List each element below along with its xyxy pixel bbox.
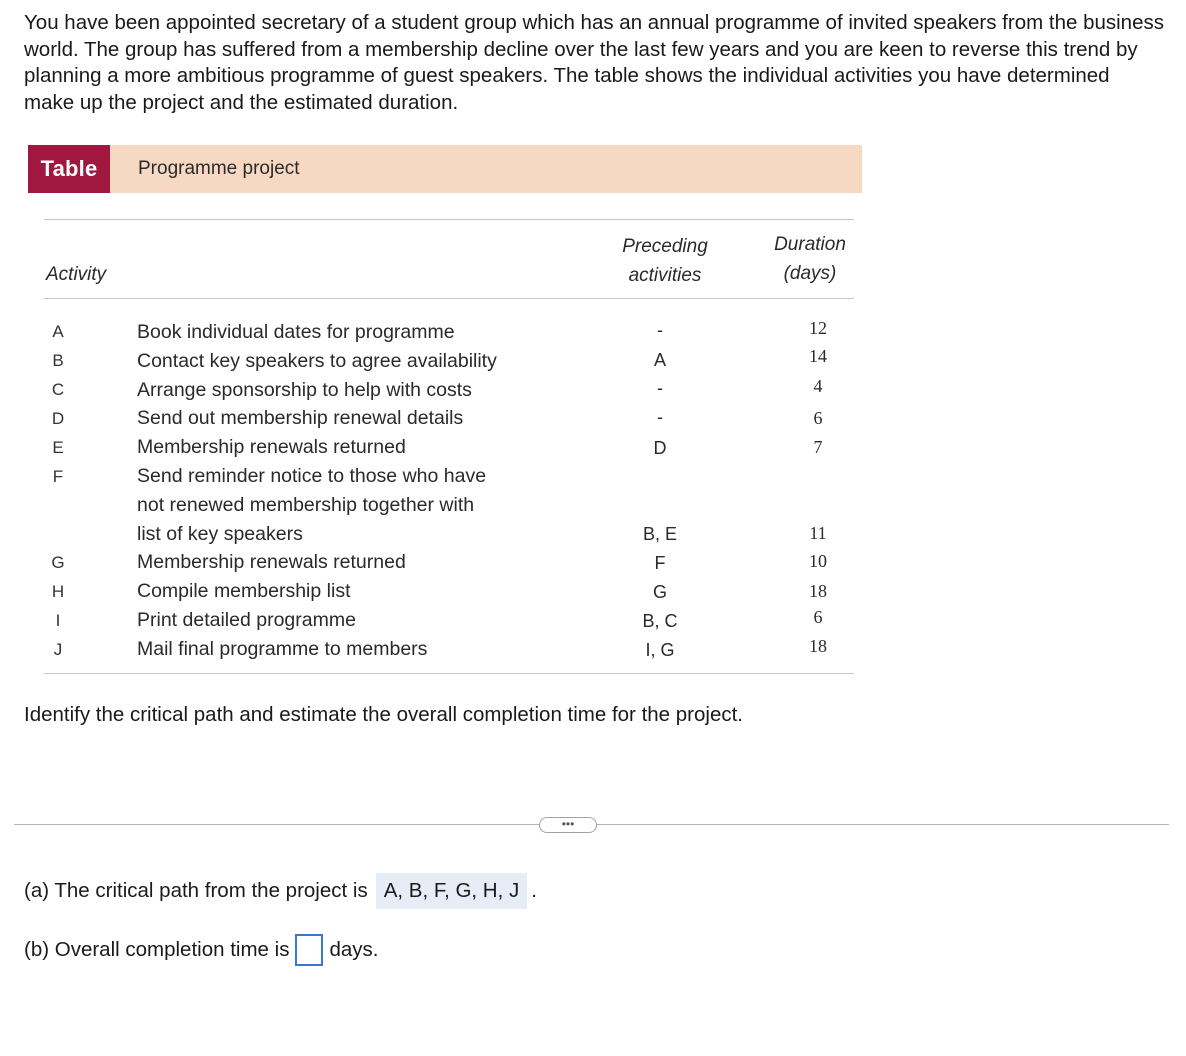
preceding-activity: G	[652, 582, 667, 602]
table-header-rule	[44, 298, 854, 299]
activity-letter: D	[51, 409, 65, 428]
activity-description: list of key speakers	[137, 522, 303, 545]
preceding-activity: B, C	[642, 611, 678, 631]
completion-time-input[interactable]	[295, 934, 323, 966]
duration-days: 10	[809, 551, 827, 571]
answer-b-row	[24, 934, 378, 966]
activity-letter: G	[51, 553, 65, 572]
preceding-activity: -	[657, 407, 663, 427]
activity-description-list	[137, 318, 537, 664]
duration-days: 12	[809, 318, 827, 338]
duration-days: 18	[809, 636, 827, 656]
answer-a-prefix: (a) The critical path from the project is	[24, 879, 368, 902]
duration-days: 14	[809, 346, 827, 366]
table-top-rule	[44, 219, 854, 220]
activity-letter: J	[53, 640, 63, 659]
preceding-activity: F	[654, 553, 666, 573]
activity-description: Book individual dates for programme	[137, 321, 455, 343]
activity-letter: I	[55, 611, 61, 630]
answer-a-row	[24, 873, 537, 909]
col-header-preceding-line1: Preceding	[622, 236, 708, 257]
preceding-activity: -	[657, 320, 663, 340]
activity-description: Contact key speakers to agree availability	[137, 349, 497, 372]
activity-description: Compile membership list	[137, 580, 351, 603]
duration-days: 6	[813, 408, 823, 428]
activity-description: Mail final programme to members	[137, 637, 428, 660]
col-header-duration-line2: (days)	[783, 263, 837, 284]
table-header-bar	[28, 145, 862, 193]
preceding-activity: -	[657, 378, 663, 398]
problem-statement: You have been appointed secretary of a student group which has an annual programme of invited speakers from the business world. The group has suffered from a membership decline over the last few years and you are keen to reverse this trend by planning a more ambitious programme of guest speakers. The table shows the individual activities you have determined make up the project and the estimated duration.	[24, 11, 1164, 114]
activity-letter: A	[52, 322, 64, 341]
activity-description: Send out membership renewal details	[137, 407, 464, 430]
activity-letter: C	[51, 380, 65, 399]
col-header-activity: Activity	[46, 264, 107, 285]
activity-letter: H	[51, 582, 65, 601]
activity-letter: E	[52, 438, 64, 457]
col-header-preceding-line2: activities	[628, 265, 702, 286]
table-bottom-rule	[44, 673, 854, 674]
activity-description: not renewed membership together with	[137, 493, 475, 516]
answer-b-suffix: days.	[329, 938, 379, 961]
duration-days: 7	[813, 437, 823, 457]
table-title: Programme project	[138, 158, 300, 179]
answer-b-prefix: (b) Overall completion time is	[24, 938, 290, 961]
activity-description: Arrange sponsorship to help with costs	[137, 378, 472, 401]
duration-days: 11	[809, 523, 827, 543]
col-header-preceding	[600, 232, 730, 290]
activity-description: Membership renewals returned	[137, 551, 406, 574]
table-tag: Table	[28, 145, 110, 193]
more-options-button[interactable]: •••	[539, 817, 597, 833]
duration-days: 4	[813, 376, 823, 396]
activity-description: Membership renewals returned	[137, 436, 406, 459]
preceding-activity: A	[653, 350, 666, 370]
preceding-activity: B, E	[642, 524, 677, 544]
col-header-duration	[760, 230, 860, 288]
answer-a-suffix: .	[531, 879, 537, 902]
col-header-duration-line1: Duration	[774, 234, 846, 255]
duration-days: 18	[809, 581, 827, 601]
activity-description: Send reminder notice to those who have	[137, 464, 487, 487]
duration-days: 6	[813, 607, 823, 627]
activity-letter: F	[52, 467, 64, 486]
preceding-activity: I, G	[645, 640, 675, 660]
question-text: Identify the critical path and estimate the overall completion time for the project.	[24, 703, 744, 726]
preceding-activity: D	[653, 438, 667, 458]
critical-path-answer: A, B, F, G, H, J	[376, 873, 528, 909]
activity-letter: B	[52, 351, 64, 370]
activity-description: Print detailed programme	[137, 608, 356, 631]
